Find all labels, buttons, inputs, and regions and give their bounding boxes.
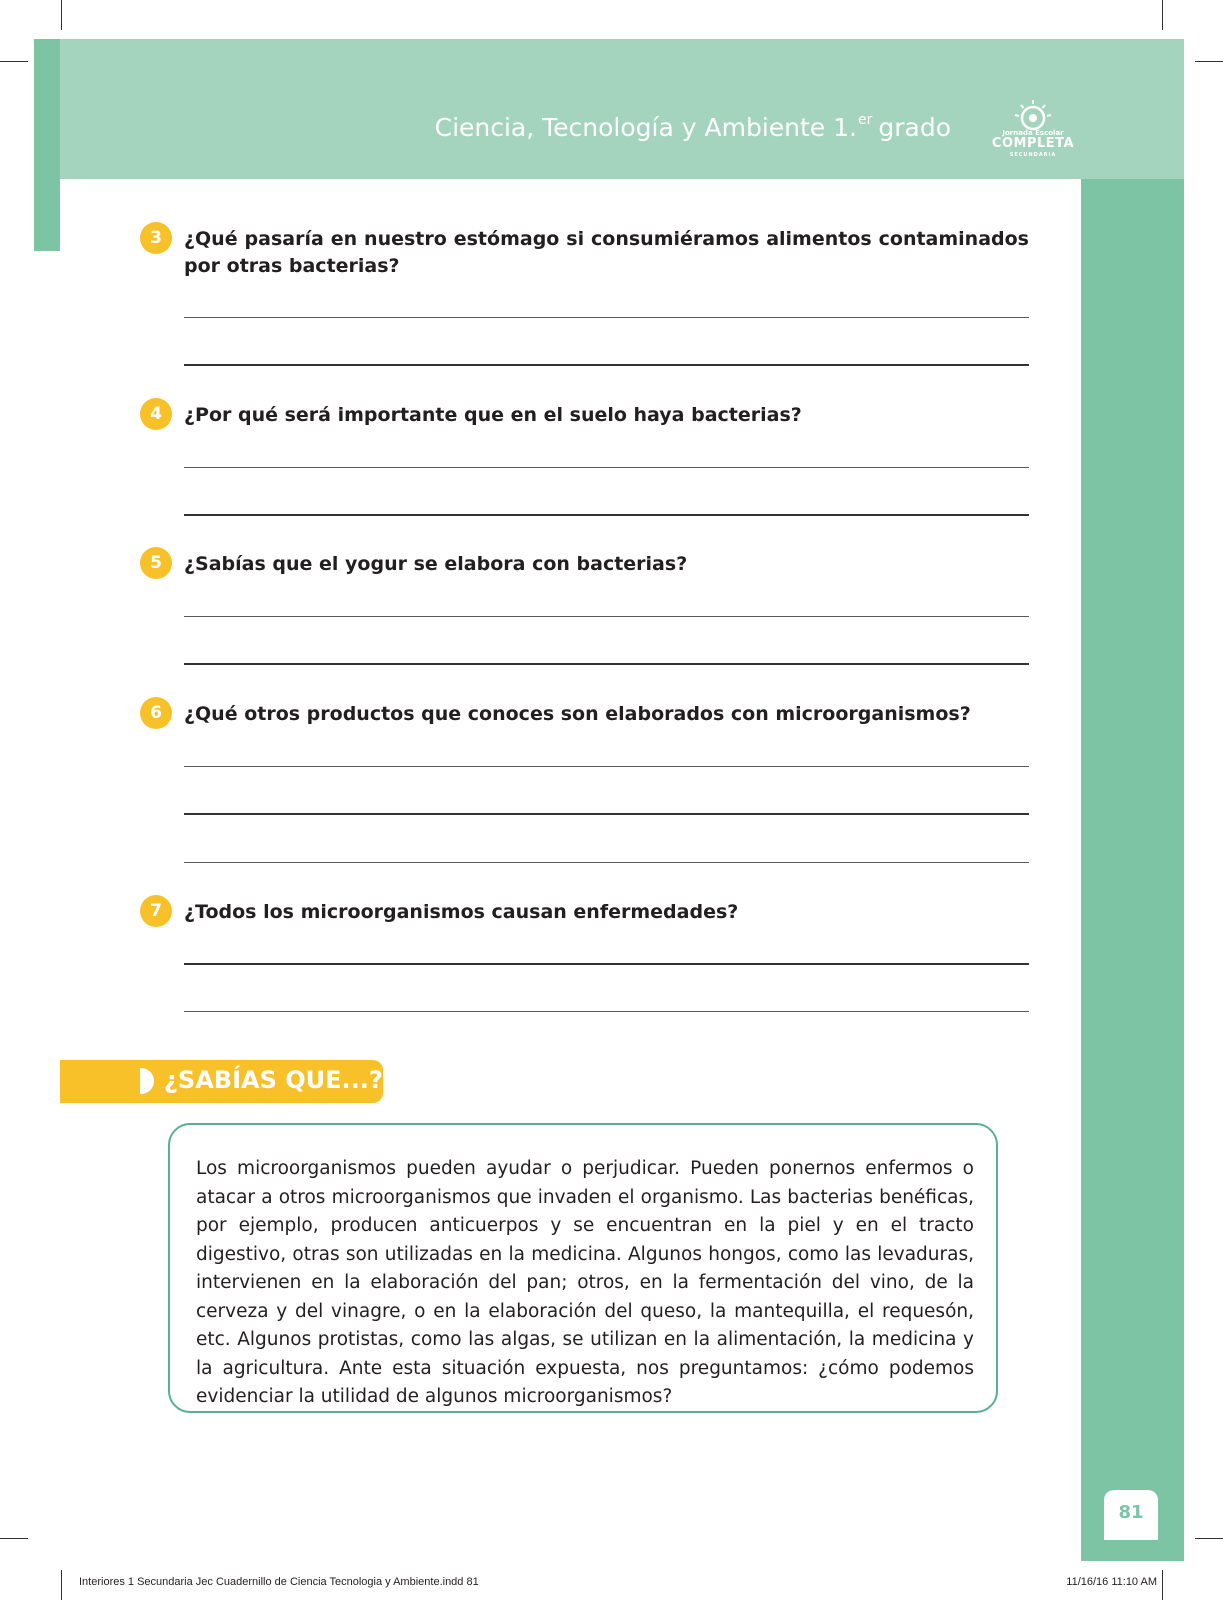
crop-mark <box>0 61 28 62</box>
answer-line[interactable] <box>184 862 1029 863</box>
file-info: Interiores 1 Secundaria Jec Cuadernillo de Ciencia Tecnologia y Ambiente.indd 81 <box>79 1576 479 1588</box>
question-text: ¿Por qué será importante que en el suelo haya bacterias? <box>184 404 802 426</box>
question-6 <box>140 697 1030 731</box>
left-accent-tab <box>34 39 60 251</box>
jec-logo <box>990 98 1076 164</box>
crop-mark <box>1162 1570 1163 1600</box>
question-5 <box>140 547 1030 581</box>
question-number-badge: 4 <box>140 398 172 430</box>
logo-line2: COMPLETA <box>991 136 1075 151</box>
question-4 <box>140 398 1030 432</box>
answer-line[interactable] <box>184 663 1029 665</box>
sabias-que-text: Los microorganismos pueden ayudar o perjudicar. Pueden ponernos enfermos o atacar a otros microorganismos que invaden el organismo. Las bacterias benéficas, por ejemplo, producen anticuerpos y se encuentran en la piel y en el tracto digestivo, otras son utilizadas en la medicina. Algunos hongos, como las levaduras, intervienen en la elaboración del pan; otros, en la fermentación del vino, de la cerveza y del vinagre, o en la elaboración del queso, la mantequilla, el requesón, etc. Algunos protistas, como las algas, se utilizan en la alimentación, la medicina y la agricultura. Ante esta situación expuesta, nos preguntamos: ¿cómo podemos evidenciar la utilidad de algunos microorganismos? <box>196 1158 974 1407</box>
crop-mark <box>61 1570 62 1600</box>
half-circle-icon <box>140 1068 154 1094</box>
answer-line[interactable] <box>184 364 1029 366</box>
answer-line[interactable] <box>184 813 1029 815</box>
logo-line3: SECUNDARIA <box>1009 152 1057 158</box>
question-number-badge: 7 <box>140 895 172 927</box>
title-prefix: Ciencia, Tecnología y Ambiente 1. <box>434 113 857 142</box>
title-superscript: er <box>857 112 873 128</box>
question-number-badge: 5 <box>140 547 172 579</box>
right-accent-column <box>1081 179 1184 1561</box>
print-timestamp: 11/16/16 11:10 AM <box>1066 1576 1157 1588</box>
page-number-tab <box>1104 1490 1158 1540</box>
answer-line[interactable] <box>184 1011 1029 1012</box>
question-3 <box>140 222 1030 282</box>
question-number-badge: 6 <box>140 697 172 729</box>
question-text: ¿Qué pasaría en nuestro estómago si consumiéramos alimentos contaminados por otras bacterias? <box>184 228 1029 277</box>
answer-line[interactable] <box>184 467 1029 468</box>
answer-line[interactable] <box>184 317 1029 318</box>
question-text: ¿Sabías que el yogur se elabora con bacterias? <box>184 553 688 575</box>
answer-line[interactable] <box>184 514 1029 516</box>
crop-mark <box>61 0 62 30</box>
question-text: ¿Todos los microorganismos causan enfermedades? <box>184 901 739 923</box>
question-text: ¿Qué otros productos que conoces son elaborados con microorganismos? <box>184 703 971 725</box>
answer-line[interactable] <box>184 766 1029 767</box>
question-7 <box>140 895 1030 929</box>
logo-line1: Jornada Escolar <box>1002 129 1064 137</box>
sabias-que-banner <box>60 1060 383 1103</box>
crop-mark <box>0 1538 28 1539</box>
title-suffix: grado <box>878 113 951 142</box>
crop-mark <box>1195 1538 1223 1539</box>
crop-mark <box>1195 61 1223 62</box>
answer-line[interactable] <box>184 616 1029 617</box>
answer-line[interactable] <box>184 963 1029 965</box>
crop-mark <box>1162 0 1163 30</box>
question-number-badge: 3 <box>140 222 172 254</box>
sabias-que-box <box>168 1123 998 1413</box>
sabias-que-title: ¿SABÍAS QUE...? <box>164 1066 383 1094</box>
page-number: 81 <box>1118 1502 1144 1523</box>
page-title <box>435 112 951 142</box>
